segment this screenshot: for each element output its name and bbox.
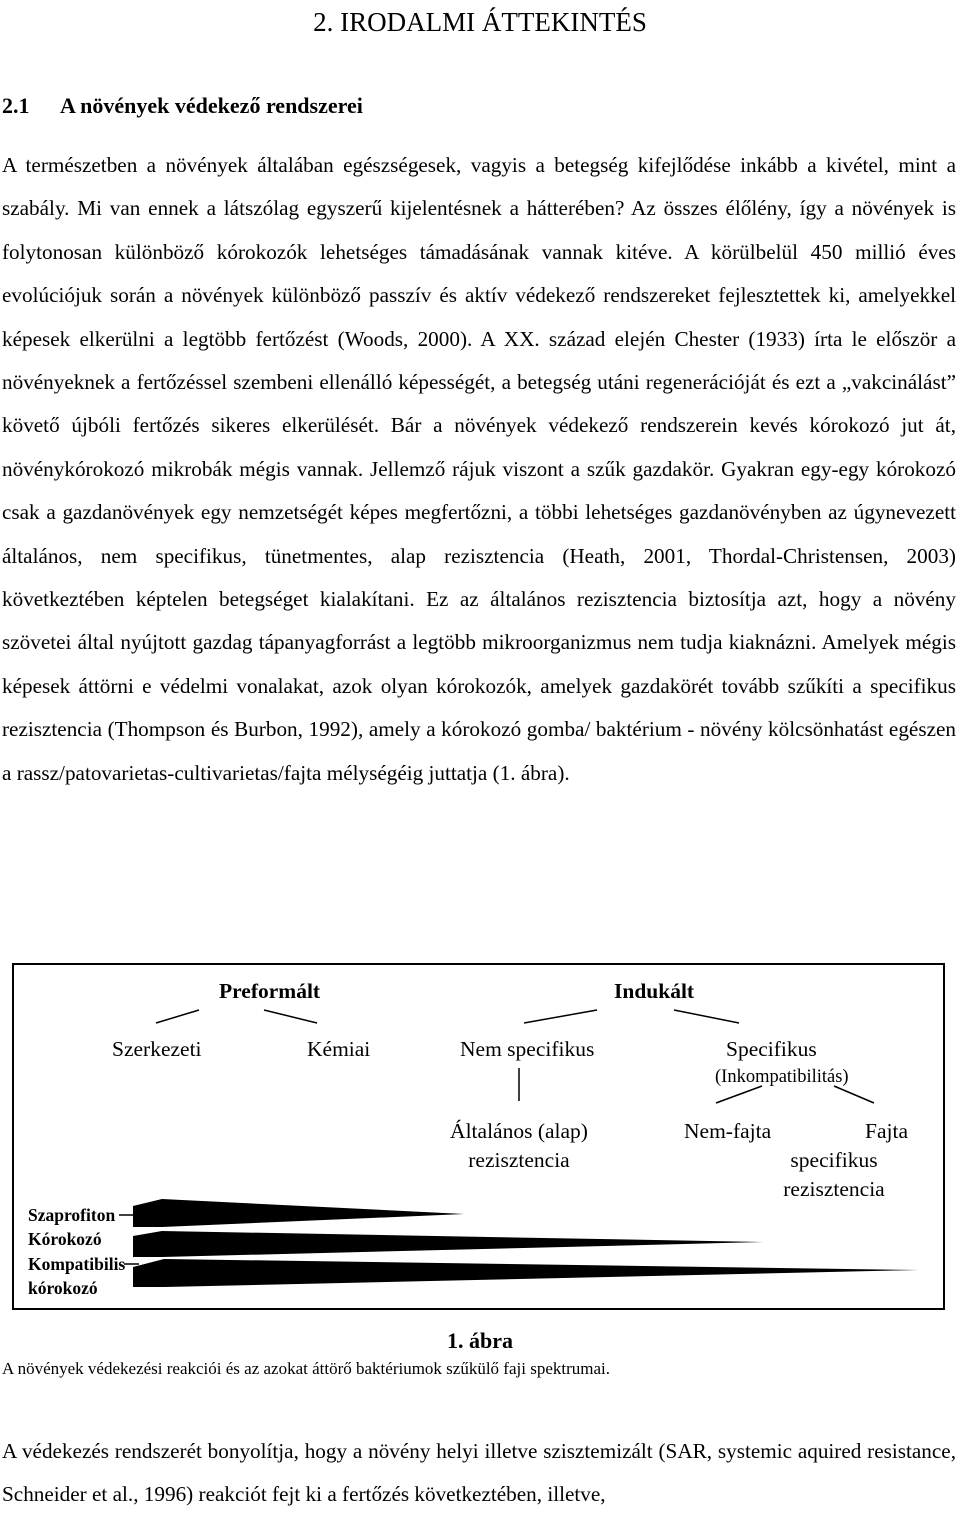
label-species-line1: Fajta — [865, 1119, 908, 1143]
label-species-line2: specifikus — [790, 1148, 878, 1172]
label-pathogen2: kórokozó — [28, 1277, 98, 1298]
label-species-specific — [754, 1118, 914, 1202]
branch-preformed-chemical — [264, 1010, 317, 1023]
figure-caption-title: 1. ábra — [447, 1328, 513, 1353]
section-title-text: A növények védekező rendszerei — [60, 93, 363, 118]
figure-caption-text: A növények védekezési reakciói és az azokat áttörő baktériumok szűkülő faji spektrumai. — [2, 1359, 610, 1378]
defense-systems-figure — [12, 963, 945, 1310]
branch-preformed-structural — [156, 1010, 199, 1023]
paragraph-intro: A természetben a növények általában egészségesek, vagyis a betegség kifejlődése inkább a kivétel, mint a szabály. Mi van ennek a látszólag egyszerű kijelentésnek a hátterében? Az összes élőlény, így a növények is folytonosan különböző kórokozók lehetséges támadásának vannak kitéve. A körülbelül 450 millió éves evolúciójuk során a növények különböző passzív és aktív védekező rendszereket fejlesztettek ki, amelyekkel képesek elkerülni a legtöbb fertőzést (Woods, 2000). A XX. század elején Chester (1933) írta le először a növényeknek a fertőzéssel szembeni ellenálló képességét, a betegség utáni regenerációját és ezt a „vakcinálást” követő újbóli fertőzés sikeres elkerülését. Bár a növények védekező rendszerein kevés kórokozó jut át, növénykórokozó mikrobák mégis vannak. Jellemző rájuk viszont a szűk gazdakör. Gyakran egy-egy kórokozó csak a gazdanövények egy nemzetségét képes megfertőzni, a többi lehetséges gazdanövényben az úgynevezett általános, nem specifikus, tünetmentes, alap rezisztencia (Heath, 2001, Thordal-Christensen, 2003) következtében képtelen betegséget kialakítani. Ez az általános rezisztencia biztosítja azt, hogy a növény szövetei által nyújtott gazdag tápanyagforrást a legtöbb mikroorganizmus nem tudja kiaknázni. Amelyek mégis képesek áttörni e védelmi vonalakat, azok olyan kórokozók, amelyek gazdakörét tovább szűkíti a specifikus rezisztencia (Thompson és Burbon, 1992), amely a kórokozó gomba/ baktérium - növény kölcsönhatást egészen a rassz/patovarietas-cultivarietas/fajta mélységéig juttatja (1. ábra). — [2, 153, 956, 785]
label-nonspecific: Nem specifikus — [460, 1037, 595, 1061]
label-incompatibility: (Inkompatibilitás) — [715, 1067, 849, 1087]
branch-induced-specific — [674, 1010, 739, 1023]
wedge-compatible — [133, 1259, 919, 1287]
section-number: 2.1 — [2, 93, 30, 118]
wedge-pathogen — [133, 1231, 764, 1257]
label-general-resistance — [434, 1118, 604, 1173]
label-chemical: Kémiai — [307, 1037, 371, 1061]
label-structural: Szerkezeti — [112, 1037, 202, 1061]
label-induced: Indukált — [614, 979, 695, 1003]
label-specific: Specifikus — [726, 1037, 817, 1061]
label-saprophyte: Szaprofiton — [28, 1205, 116, 1225]
label-pathogen: Kórokozó — [28, 1229, 102, 1250]
section-title — [2, 88, 363, 124]
figure-left-labels — [28, 1203, 125, 1300]
chapter-title: 2. IRODALMI ÁTTEKINTÉS — [313, 7, 647, 37]
label-general-line1: Általános (alap) — [450, 1119, 588, 1143]
label-compatible: Kompatibilis — [28, 1253, 126, 1274]
paragraph-after: A védekezés rendszerét bonyolítja, hogy a növény helyi illetve szisztemizált (SAR, systemic aquired resistance, Schneider et al., 1996) reakciót fejt ki a fertőzés következtében, illetve, — [2, 1439, 956, 1507]
label-species-line3: rezisztencia — [783, 1177, 885, 1201]
label-general-line2: rezisztencia — [468, 1148, 570, 1172]
label-nonspecies: Nem-fajta — [684, 1119, 772, 1143]
wedge-saprophyte — [133, 1199, 464, 1227]
branch-induced-nonspecific — [524, 1010, 597, 1023]
label-preformed: Preformált — [219, 979, 321, 1003]
